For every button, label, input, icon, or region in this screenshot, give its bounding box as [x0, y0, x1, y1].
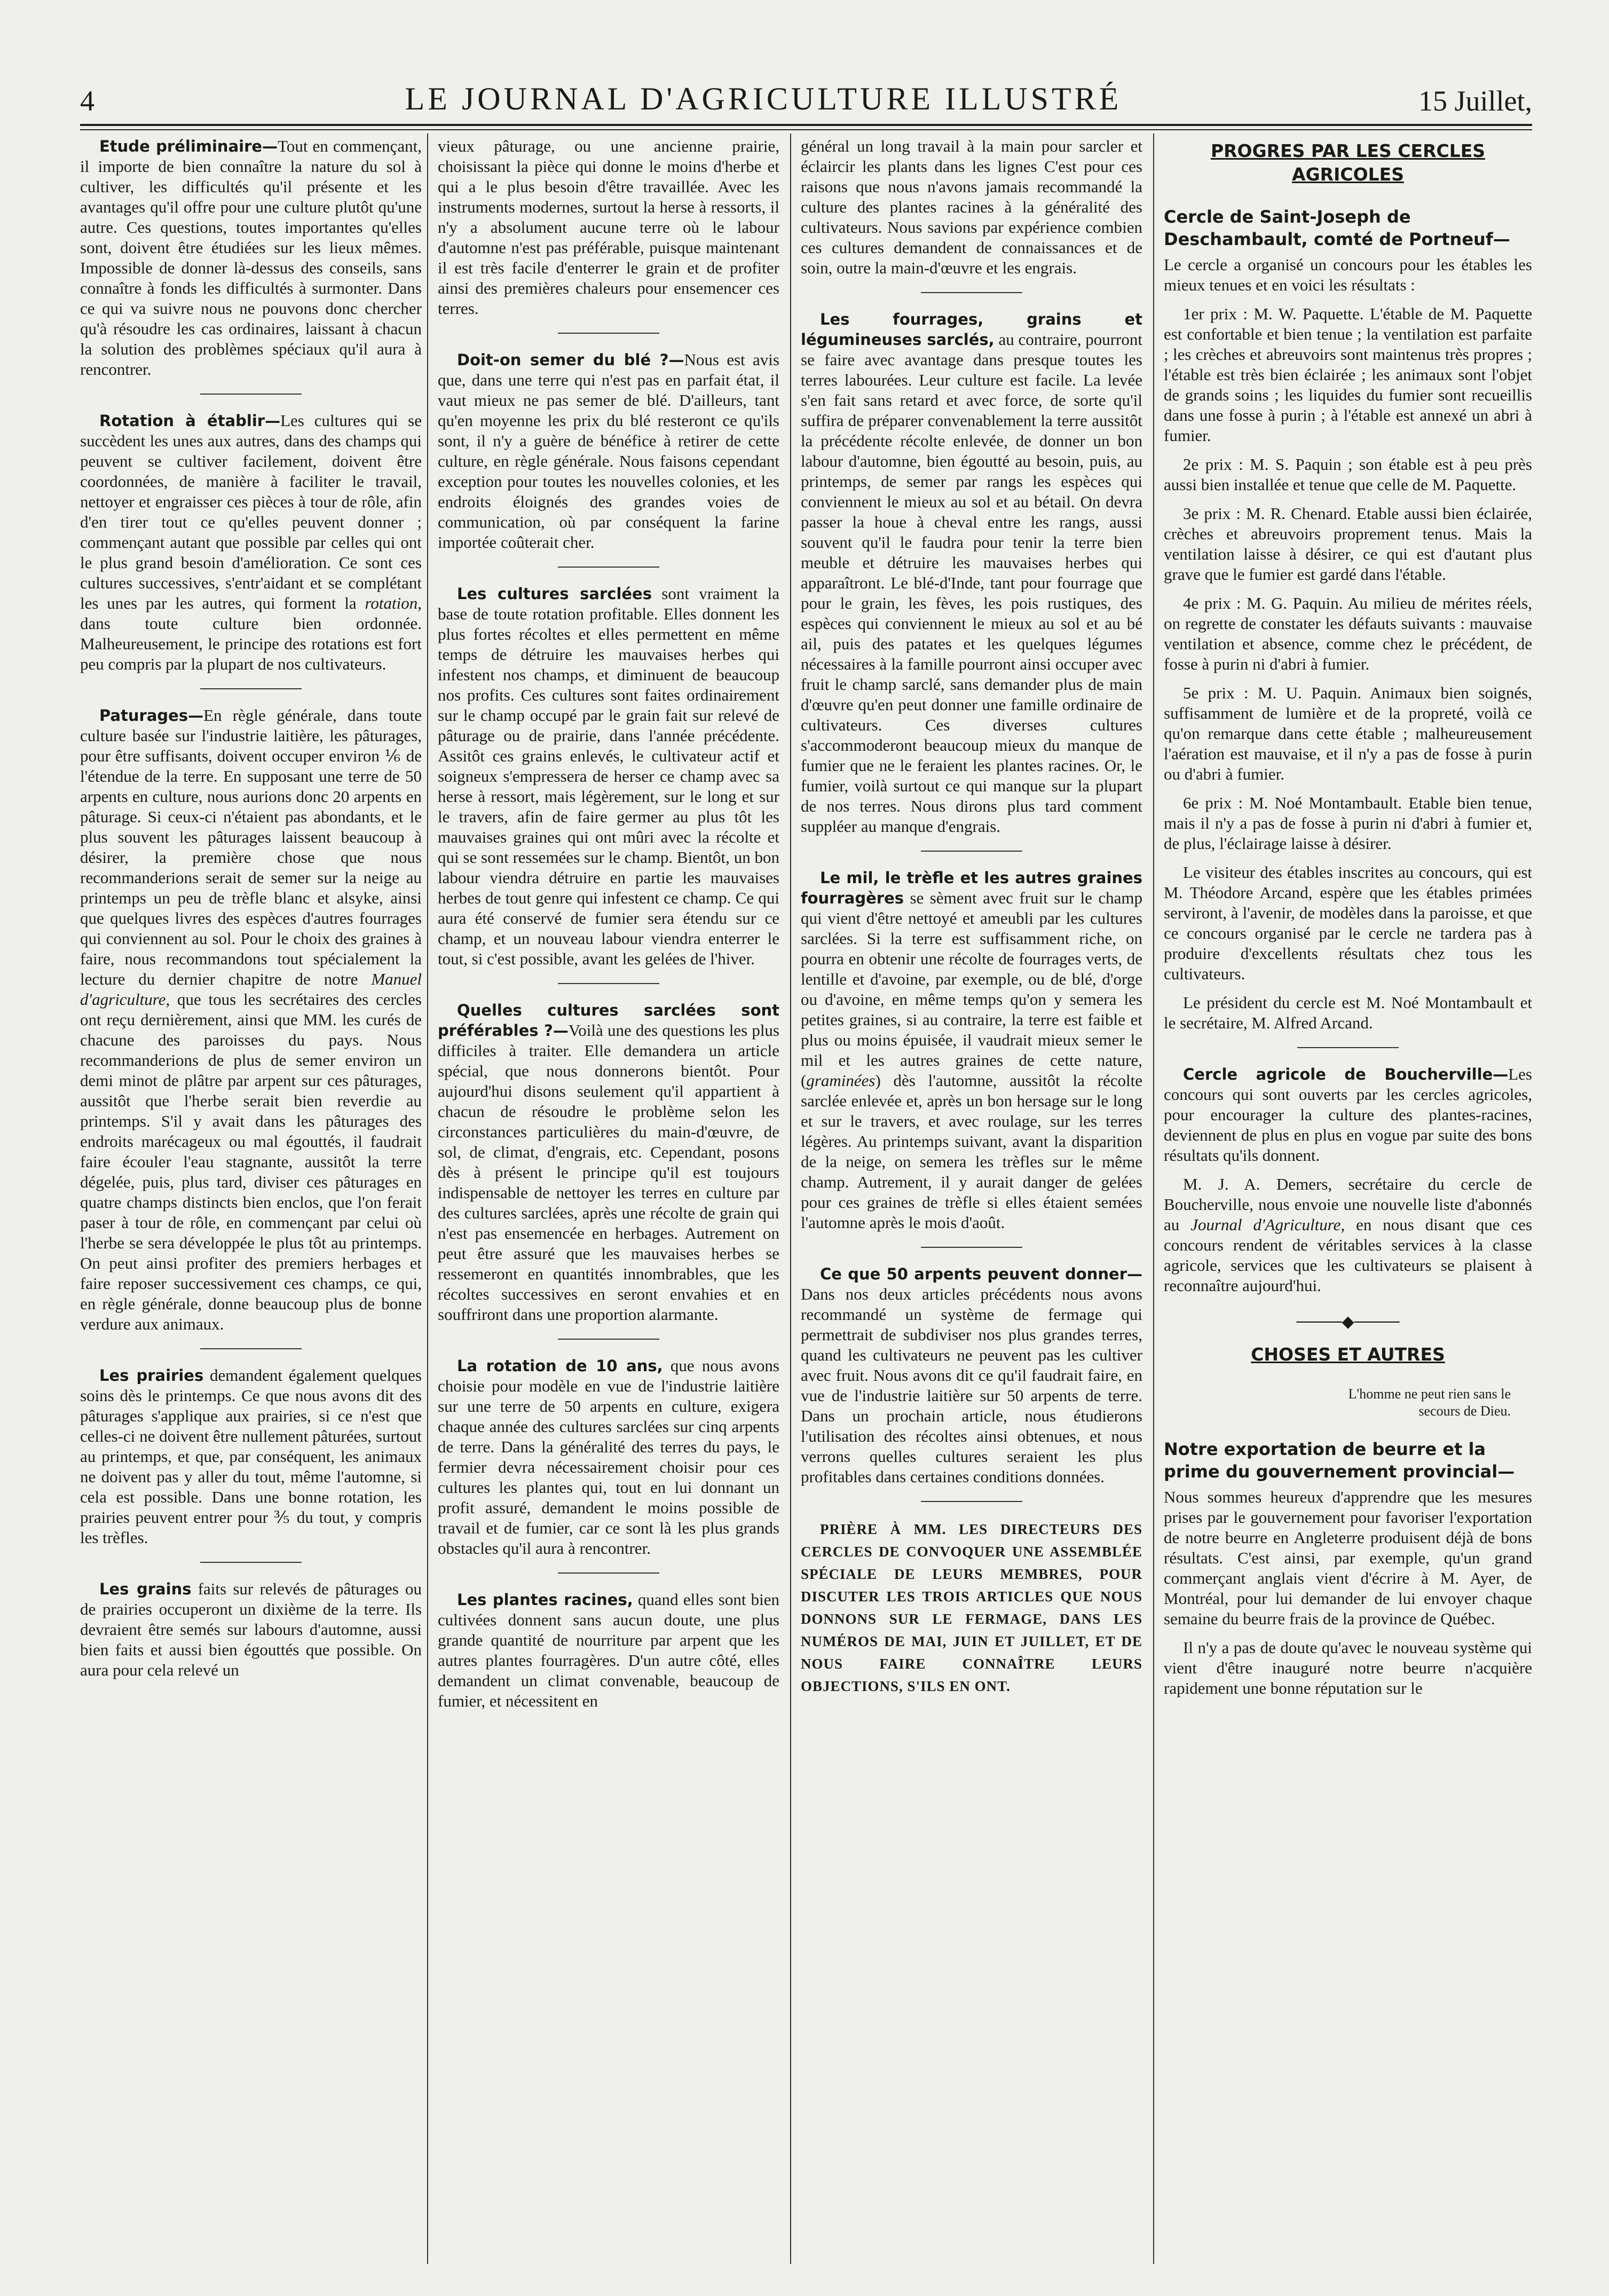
article-text: demandent également quelques soins dès le printemps. Ce que nous avons dit des pâturages s'applique aux prairies, si ce n'est que celles-ci ne doivent être nullement pâturées, surtout au printemps, et que, par conséquent, les animaux ne doivent pas y aller du tout, même l'automne, si cela est possible. Dans une bonne rotation, les prairies peuvent entrer pour ⅗ du tout, y compris les trèfles.: [80, 1366, 422, 1547]
emphasis: Manuel d'agriculture: [80, 970, 422, 1009]
article-text: Les cultures qui se succèdent les unes aux autres, dans des champs qui peuvent se cultiver facilement, doivent être coordonnées, de manière à faciliter le travail, nettoyer et engraisser ces pièces à tour de rôle, afin d'en tirer tout ce qu'elles peuvent donner ; commençant autant que possible par celles qui ont le plus grand besoin d'amélioration. Ce sont ces cultures successives, s'entr'aidant et se complétant les unes par les autres, qui forment la: [80, 411, 422, 612]
emphasis: graminées: [806, 1071, 876, 1090]
column-divider: [790, 133, 791, 2264]
column-divider: [1153, 133, 1154, 2264]
article-grains: [80, 1579, 422, 1680]
article-lead: Les grains: [99, 1580, 192, 1598]
article-text: , dans toute culture bien ordonnée. Malheureusement, le principe des rotations est fort peu compris par la plupart de nos cultivateurs.: [80, 594, 422, 673]
article-lead: Quelles cultures sarclées sont préférables ?—: [438, 1001, 779, 1040]
article-plantes-racines: [438, 1590, 779, 1711]
emphasis: rotation: [365, 594, 418, 612]
header-rule-thin: [80, 129, 1532, 130]
separator: [558, 983, 659, 984]
article-50-arpents: [801, 1264, 1142, 1487]
article-text: Nous sommes heureux d'apprendre que les mesures prises par le gouvernement pour favoriser l'exportation de notre beurre en Angleterre produisent déjà de bons résultats. C'est ainsi, par exemple, qu'un grand commerçant anglais vient d'écrire à M. Ayer, de Montréal, pour lui demander de lui envoyer chaque semaine du beurre frais de la province de Québec.: [1164, 1488, 1532, 1628]
article-lead: Les plantes racines,: [457, 1591, 633, 1609]
article-text: Les concours qui sont ouverts par les cercles agricoles, pour encourager la culture des plantes-racines, deviennent de plus en plus en vogue par suite des bons résultats qu'ils donnent.: [1164, 1065, 1532, 1165]
article-etude: [80, 136, 422, 380]
column-3: [801, 136, 1142, 2267]
article-boucherville: [1164, 1064, 1532, 1166]
article-lead: Le mil, le trèfle et les autres graines fourragères: [801, 869, 1142, 907]
article-lead: Cercle agricole de Boucherville—: [1183, 1065, 1509, 1083]
header-rule: [80, 124, 1532, 126]
article-quelles-cultures: [438, 1000, 779, 1325]
text-span: M. J. A. Demers, secrétaire du cercle de Boucherville, nous envoie une nouvelle liste d'abonnés au: [1164, 1175, 1532, 1234]
article-text: Il n'y a pas de doute qu'avec le nouveau système qui vient d'être inauguré notre beurre n'acquière rapidement une bonne réputation sur le: [1164, 1638, 1532, 1697]
article-text: Nous est avis que, dans une terre qui n'est pas en parfait état, il vaut mieux ne pas semer de blé. D'ailleurs, tant qu'en moyenne les prix du blé resteront ce qu'ils sont, il n'y a guère de bénéfice à retirer de cette culture, en règle générale. Nous faisons cependant exception pour toutes les nouvelles colonies, et les endroits éloignés des grandes voies de communication, où par conséquent la farine importée coûterait cher.: [438, 350, 779, 552]
column-2: [438, 136, 779, 2267]
article-lead: Ce que 50 arpents peuvent donner—: [820, 1265, 1142, 1283]
separator: [558, 1572, 659, 1574]
article-text: au contraire, pourront se faire avec avantage dans presque toutes les terres labourées. Leur culture est facile. La levée s'en fait sans retard et avec force, de sorte qu'il suffira de préparer convenablement la terre aussitôt la précédente récolte enlevée, de donner un bon labour d'automne, bien égoutté au besoin, puis, au printemps, de semer par rangs les espèces qui conviennent le mieux au sol et au bétail. On devra passer la houe à cheval entre les rangs, aussi souvent qu'il le faudra pour tenir la terre bien meuble et détruire les mauvaises herbes qui apparaîtront. Le blé-d'Inde, tant pour fourrage que pour le grain, les fèves, les pois rustiques, des espèces qui conviennent le mieux au sol et au bé ail, puis des patates et les quelques légumes nécessaires à la famille pourront ainsi occuper avec fruit le champ sarclé, sans demander plus de main d'œuvre qu'en peut donner une famille ordinaire de cultivateurs. Ces diverses cultures s'accommoderont beaucoup mieux du manque de fumier que ne le feraient les plantes racines. Or, le fumier, voilà surtout ce qui manque sur la plupart de nos terres. Nous dirons plus tard comment suppléer au manque d'engrais.: [801, 330, 1142, 836]
article-text: , que tous les secrétaires des cercles ont reçu dernièrement, ainsi que MM. les curés de chacune des paroisses du pays. Nous recommanderions de plus de semer environ un demi minot de plâtre par arpent sur ces pâturages, aussitôt que l'herbe serait bien reverdie au printemps. S'il y avait dans les pâturages des endroits marécageux ou mal égouttés, il faudrait faire écouler l'eau stagnante, aussitôt la terre dégelée, puis, plus tard, diviser ces pâturages en quatre champs distincts bien enclos, que l'on ferait paser à tour de rôle, en commençant par celui où l'herbe se sera développée le plus tôt au printemps. On peut ainsi profiter des premiers herbages et faire reposer successivement ces champs, ce qui, en règle générale, donne beaucoup plus de bonne verdure aux animaux.: [80, 990, 422, 1333]
article-text: Dans nos deux articles précédents nous avons recommandé un système de fermage qui permettrait de subdiviser nos plus grandes terres, quand les cultivateurs ne peuvent pas les cultiver avec fruit. Nous avons dit ce qu'il faudrait faire, en vue de l'industrie laitière sur 50 arpents de terre. Dans un prochain article, nous étudierons l'utilisation des récoltes ainsi obtenues, et nous verrons quelles cultures seraient les plus profitables dans certaines conditions données.: [801, 1285, 1142, 1486]
article-prairies: [80, 1365, 422, 1548]
article-lead: Les prairies: [99, 1366, 204, 1385]
separator: [921, 851, 1022, 852]
separator: [558, 333, 659, 334]
article-heading: Cercle de Saint-Joseph de Deschambault, comté de Portneuf—: [1164, 207, 1510, 249]
article-lead: Rotation à établir—: [99, 412, 281, 430]
article-text: faits sur relevés de pâturages ou de prairies occuperont un dixième de la terre. Ils devraient être semés sur labours d'automne, aussi bien faits et aussi bien égouttés que possible. On aura pour cela relevé un: [80, 1579, 422, 1679]
separator: [921, 1247, 1022, 1248]
prize-entry: 5e prix : M. U. Paquin. Animaux bien soignés, suffisamment de lumière et de la propreté, voilà ce qu'on remarque dans cette étable ; malheureusement l'aération est mauvaise, et il n'y a pas de fosse à purin ou d'abri à fumier.: [1164, 683, 1532, 783]
article-text: [1164, 1174, 1532, 1296]
prize-entry: 4e prix : M. G. Paquin. Au milieu de mérites réels, on regrette de constater les défauts suivants : mauvaise ventilation et absence, comme chez le précédent, de fosse à purin ni d'abri à fumier.: [1164, 594, 1532, 673]
separator: [921, 1501, 1022, 1502]
separator: [558, 1339, 659, 1340]
separator: [200, 1562, 302, 1563]
prize-entry: 3e prix : M. R. Chenard. Etable aussi bien éclairée, crèches et abreuvoirs proprement tenus. Mais la ventilation laisse à désirer, ce qui est d'autant plus grave que le fumier est gardé dans l'étable.: [1164, 504, 1532, 584]
article-text: Tout en commençant, il importe de bien connaître la nature du sol à cultiver, les difficultés qu'il présente et les avantages qu'il offre pour une culture plutôt qu'une autre. Ces questions, toutes importantes qu'elles sont, doivent être étudiées sur les lieux mêmes. Impossible de donner là-dessus des conseils, sans connaître à fonds les difficultés à surmonter. Dans ce qui va suivre nous ne pouvons donc chercher qu'à résoudre les cas ordinaires, laissant à chacun la solution des problèmes spéciaux qu'il aura à rencontrer.: [80, 137, 422, 379]
article-continuation: vieux pâturage, ou une ancienne prairie, choisissant la pièce qui donne le moins d'herbe et qui a le plus besoin d'être travaillée. Avec les instruments modernes, surtout la herse à ressorts, il n'y a absolument aucune terre où le labour d'automne n'est pas préférable, puisque maintenant il est très facile d'enterrer le grain et de profiter ainsi des premières chaleurs pour ensemencer ces terres.: [438, 137, 779, 318]
separator: [200, 394, 302, 395]
separator: [200, 1348, 302, 1349]
article-lead: Paturages—: [99, 706, 204, 725]
issue-date: 15 Juillet,: [1418, 85, 1532, 117]
article-text: Le cercle a organisé un concours pour les étables les mieux tenues et en voici les résultats :: [1164, 255, 1532, 294]
article-text: sont vraiment la base de toute rotation profitable. Elles donnent les plus fortes récoltes et elles permettent en même temps de détruire les mauvaises herbes qui infestent nos champs, et diminuent de beaucoup nos profits. Ces cultures sont faites ordinairement sur le champ occupé par le grain fait sur relevé de pâturage ou de prairie, dans l'année précédente. Assitôt ces grains enlevés, le cultivateur actif et soigneux s'empressera de herser ce champ avec sa herse à ressort, mais légèrement, sur le long et sur le travers, afin de faire germer au plus tôt les mauvaises graines qui ont mûri avec la récolte et qui se sont ressemées sur le champ. Bientôt, un bon labour viendra détruire en partie les mauvaises herbes de tout genre qui infestent ce champ. Ce qui aura été conservé de fumier sera étendu sur ce champ, et un nouveau labour viendra enterrer le tout, si c'est possible, avant les gelées de l'hiver.: [438, 584, 779, 968]
article-text: quand elles sont bien cultivées donnent sans aucun doute, une plus grande quantité de nourriture par arpent que les autres plantes fourragères. D'un autre côté, elles demandent un climat convenable, beaucoup de fumier, et nécessitent en: [438, 1590, 779, 1710]
article-rotation-10-ans: [438, 1356, 779, 1559]
page-header: [80, 80, 1532, 117]
article-text: En règle générale, dans toute culture basée sur l'industrie laitière, les pâturages, pour être suffisants, doivent occuper environ ⅙ de l'étendue de la terre. En supposant une terre de 50 arpents en culture, nous aurions donc 20 arpents en pâturage. Si ceux-ci n'étaient pas abondants, et le plus souvent les pâturages laissent beaucoup à désirer, la première chose que nous recommanderions serait de semer sur la neige au printemps un peu de trèfle blanc et alsyke, ainsi que quelques livres des espèces d'autres fourrages qui conviennent au sol. Pour le choix des graines à faire, nous recommandons tout spécialement la lecture du dernier chapitre de notre: [80, 706, 422, 988]
column-1: [80, 136, 422, 2267]
article-text: que nous avons choisie pour modèle en vue de l'industrie laitière sur une terre de 50 arpents en culture, exigera chaque année des cultures sarclées sur cinq arpents de terre. Dans la généralité des terres du pays, le fermier devra nécessairement choisir pour ces cultures les plantes qui, tout en lui donnant un profit assuré, demandent le moins possible de travail et de fumier, car ce sont là les plus grands obstacles qu'il aura à rencontrer.: [438, 1356, 779, 1558]
article-fourrages: [801, 309, 1142, 837]
page-number: 4: [80, 85, 94, 117]
column-divider: [427, 133, 428, 2264]
article-rotation: [80, 411, 422, 674]
article-continuation: général un long travail à la main pour sarcler et éclaircir les plants dans les lignes C'est pour ces raisons que nous n'avons jamais recommandé la culture des plantes racines à la généralité des cultivateurs. Nous savions par expérience combien ces cultures demandent de connaissances et de soin, outre la main-d'œuvre et les engrais.: [801, 137, 1142, 277]
separator: [921, 292, 1022, 293]
article-text: Voilà une des questions les plus difficiles à traiter. Elle demandera un article spécial, que nous donnerons bientôt. Pour aujourd'hui disons seulement qu'il appartient à chacun de résoudre le problème selon les circonstances particulières du main-d'œuvre, de sol, de climat, d'engrais, etc. Cependant, posons dès à présent le principe qu'il est toujours indispensable de nettoyer les terres en culture par des cultures sarclées, après une récolte de grain qui n'est pas ensemencée en herbages. Autrement on peut être assuré que les mauvaises herbes se ressemeront en quantités innombrables, que les récoltes successives en seront envahies et en souffriront dans une proportion alarmante.: [438, 1021, 779, 1324]
article-cultures-sarclees: [438, 584, 779, 969]
epigraph: L'homme ne peut rien sans le secours de Dieu.: [1348, 1386, 1511, 1419]
article-lead: Etude préliminaire—: [99, 137, 278, 155]
article-paturages: [80, 705, 422, 1334]
article-text: Le président du cercle est M. Noé Montambault et le secrétaire, M. Alfred Arcand.: [1164, 993, 1532, 1032]
separator: [200, 688, 302, 689]
column-4: [1164, 136, 1532, 2267]
article-text: ) dès l'automne, aussitôt la récolte sarclée enlevée et, après un bon hersage sur le long et sur le travers, et avec roulage, sur les terres légères. Au printemps suivant, avant la disparition de la neige, on semera les trèfles sur le même champ. Autrement, il y aurait danger de gelées pour ces graines de trèfle si elles étaient semées l'automne après le mois d'août.: [801, 1071, 1142, 1232]
article-heading: Notre exportation de beurre et la prime du gouvernement provincial—: [1164, 1439, 1515, 1482]
ornament-divider: ────◆────: [1296, 1313, 1400, 1331]
text-span: , en nous disant que ces concours rendent de véritables services à la classe agricole, services que les cultivateurs se plaisent à reconnaître aujourd'hui.: [1164, 1215, 1532, 1295]
article-text: se sèment avec fruit sur le champ qui vient d'être nettoyé et ameubli par les cultures sarclées. Si la terre est suffisamment riche, on pourra en obtenir une récolte de fourrages verts, de lentille et d'avoine, par exemple, ou de blé, d'orge ou d'avoine, en même temps qu'on y semera les petites graines, si au contraire, la terre est faible et plus ou moins épuisée, il vaudrait mieux semer le mil et les autres graines de cette nature, (: [801, 888, 1142, 1090]
section-title: PROGRES PAR LES CERCLES AGRICOLES: [1210, 140, 1486, 185]
article-lead: La rotation de 10 ans,: [457, 1357, 663, 1375]
article-lead: Les cultures sarclées: [457, 585, 652, 603]
section-title: CHOSES ET AUTRES: [1251, 1344, 1445, 1365]
masthead-title: LE JOURNAL D'AGRICULTURE ILLUSTRÉ: [405, 81, 1122, 116]
prize-entry: 2e prix : M. S. Paquin ; son étable est à peu près aussi bien installée et tenue que celle de M. Paquette.: [1164, 455, 1532, 494]
separator: [1297, 1047, 1399, 1048]
article-lead: Doit-on semer du blé ?—: [457, 351, 684, 369]
article-mil-trefle: [801, 868, 1142, 1233]
article-text: Le visiteur des étables inscrites au concours, qui est M. Théodore Arcand, espère que les étables primées serviront, à l'avenir, de modèles dans la paroisse, et que ce concours organisé par le cercle ne tardera pas à produire d'excellents résultats chez tous les cultivateurs.: [1164, 863, 1532, 983]
notice-to-directors: PRIÈRE À MM. LES DIRECTEURS DES CERCLES DE CONVOQUER UNE ASSEMBLÉE SPÉCIALE DE LEURS MEMBRES, POUR DISCUTER LES TROIS ARTICLES QUE NOUS DONNONS SUR LE FERMAGE, DANS LES NUMÉROS DE MAI, JUIN ET JUILLET, ET DE NOUS FAIRE CONNAÎTRE LEURS OBJECTIONS, S'ILS EN ONT.: [801, 1521, 1142, 1694]
prize-entry: 1er prix : M. W. Paquette. L'étable de M. Paquette est confortable et bien tenue ; la ventilation est parfaite ; les crèches et abreuvoirs sont maintenus très propres ; l'étable est très bien éclairée ; les animaux sont l'objet de grands soins ; les liquides du fumier sont recueillis dans une fosse à purin ; à l'étable est annexé un abri à fumier.: [1164, 304, 1532, 445]
prize-entry: 6e prix : M. Noé Montambault. Etable bien tenue, mais il n'y a pas de fosse à purin ni d'abri à fumier et, de plus, l'éclairage laisse à désirer.: [1164, 793, 1532, 853]
article-ble: [438, 350, 779, 553]
emphasis: Journal d'Agriculture: [1190, 1215, 1341, 1234]
article-lead: Les fourrages, grains et légumineuses sarclés,: [801, 310, 1142, 349]
separator: [558, 567, 659, 568]
